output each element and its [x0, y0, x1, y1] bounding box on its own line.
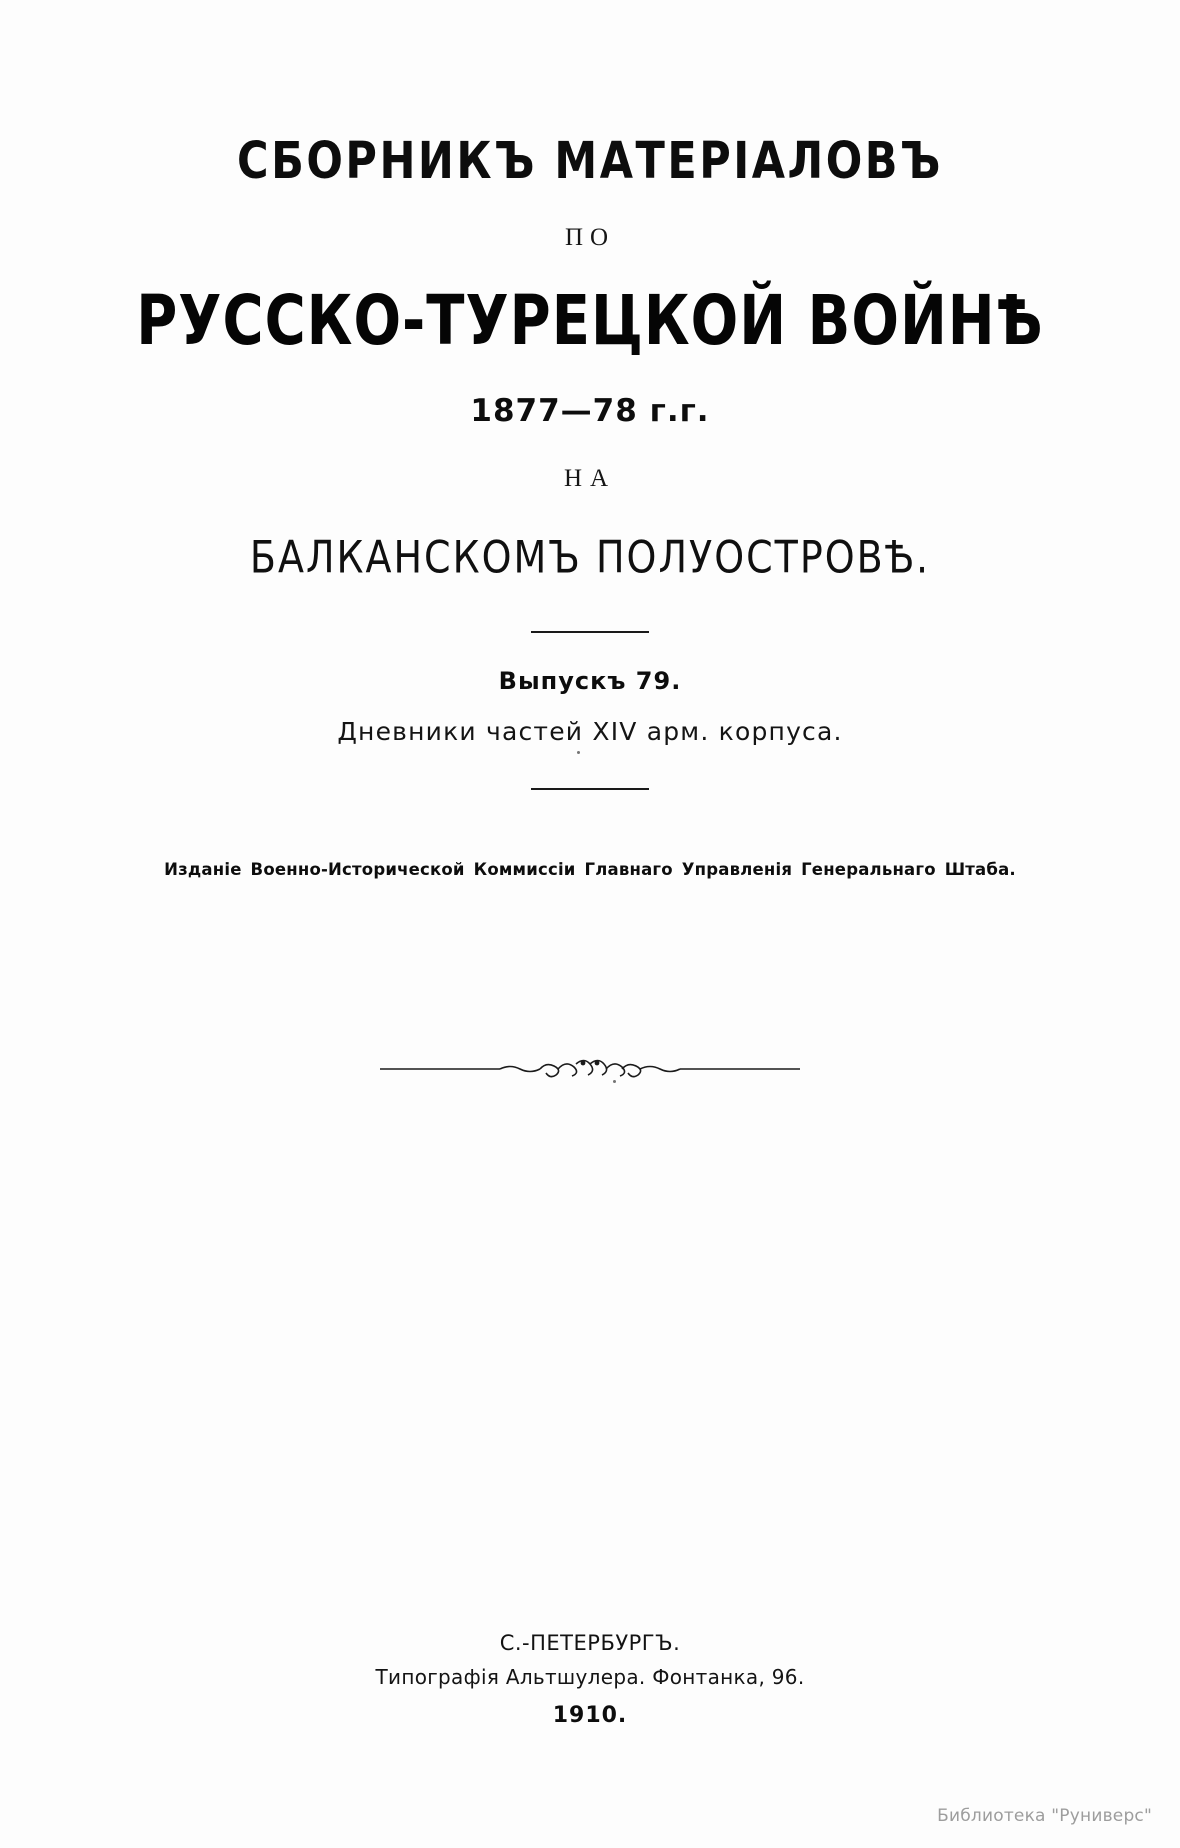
ornament-divider-icon	[0, 1049, 1180, 1089]
title-years: 1877—78 г.г.	[470, 393, 710, 429]
imprint-city: С.-ПЕТЕРБУРГЪ.	[499, 1631, 681, 1655]
title-region: БАЛКАНСКОМЪ ПОЛУОСТРОВѢ.	[249, 531, 931, 583]
title-connector-na: НА	[563, 465, 617, 492]
scan-speck	[613, 1080, 616, 1083]
imprint-printer: Типографія Альтшулера. Фонтанка, 96.	[375, 1665, 805, 1689]
page-title: СБОРНИКЪ МАТЕРІАЛОВЪ	[237, 132, 943, 191]
title-war-name: РУССКО-ТУРЕЦКОЙ ВОЙНѢ	[136, 282, 1044, 362]
publisher-line: Изданіе Военно-Исторической Коммиссіи Главнаго Управленія Генеральнаго Штаба.	[164, 860, 1016, 879]
issue-subtitle: Дневники частей XIV арм. корпуса.	[337, 717, 843, 746]
divider-rule-bottom	[531, 788, 649, 790]
divider-rule-top	[531, 631, 649, 633]
imprint-block	[0, 1631, 1180, 1728]
library-watermark: Библиотека "Руниверс"	[937, 1806, 1152, 1826]
issue-number: Выпускъ 79.	[498, 667, 682, 695]
imprint-year: 1910.	[552, 1703, 628, 1728]
title-connector-po: ПО	[564, 224, 616, 251]
scan-speck	[577, 751, 580, 754]
